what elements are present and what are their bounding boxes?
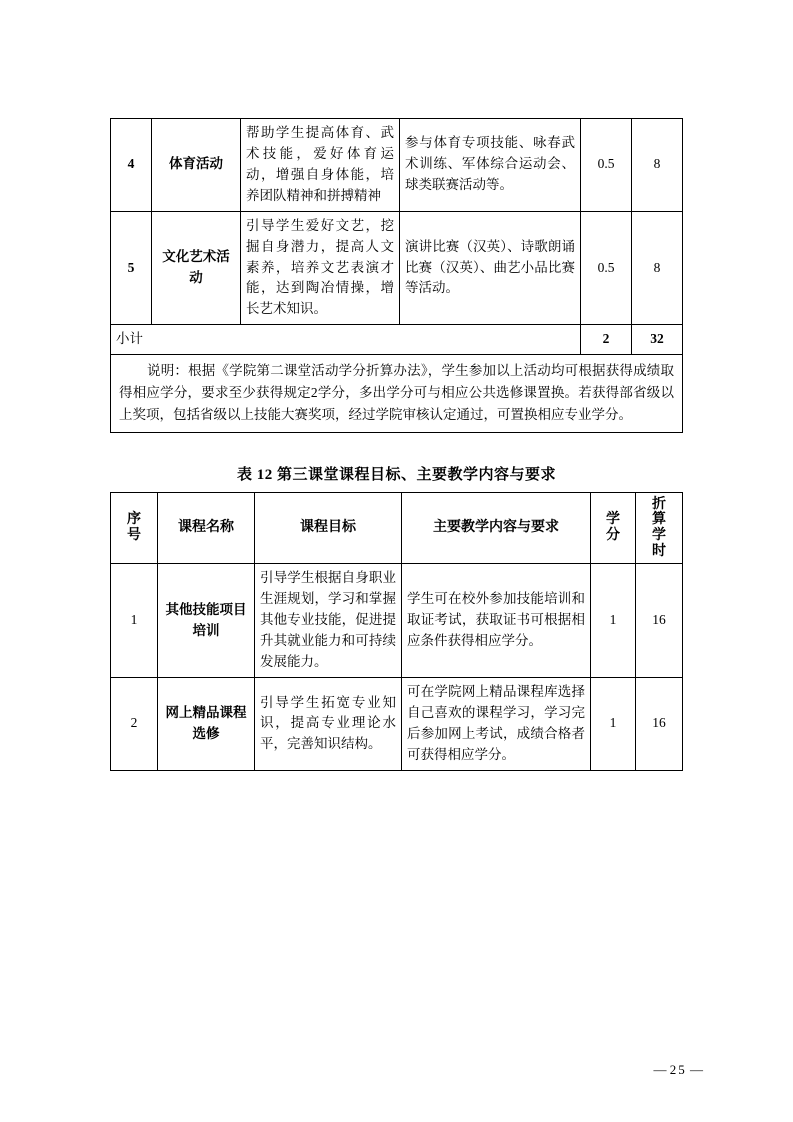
header-char: 学: [606, 512, 620, 528]
table-row: [111, 564, 683, 678]
course-credit: 1: [591, 564, 636, 678]
header-char: 折: [652, 496, 666, 512]
course-hours: 16: [636, 678, 683, 771]
third-classroom-table: [110, 492, 683, 771]
footer-dash-left: —: [653, 1062, 667, 1077]
subtotal-credit: 2: [581, 325, 632, 355]
table-row: [111, 678, 683, 771]
course-credit: 0.5: [581, 211, 632, 325]
footer-dash-right: —: [690, 1062, 703, 1077]
page-number: 25: [669, 1062, 687, 1077]
course-name: 体育活动: [152, 119, 241, 212]
page-footer: [0, 1062, 793, 1078]
table-note: [111, 355, 683, 433]
row-number: 4: [111, 119, 152, 212]
course-hours: 16: [636, 564, 683, 678]
column-header-credit: [591, 492, 636, 564]
subtotal-hours: 32: [632, 325, 683, 355]
subtotal-label: 小计: [111, 325, 581, 355]
header-char: 号: [127, 528, 141, 544]
column-header-hours: [636, 492, 683, 564]
row-number: 1: [111, 564, 158, 678]
column-header-content: 主要教学内容与要求: [402, 492, 591, 564]
row-number: 5: [111, 211, 152, 325]
header-char: 分: [606, 528, 620, 544]
course-name: 其他技能项目培训: [158, 564, 255, 678]
course-name: 网上精品课程选修: [158, 678, 255, 771]
table-row: [111, 211, 683, 325]
course-content: 学生可在校外参加技能培训和取证考试，获取证书可根据相应条件获得相应学分。: [402, 564, 591, 678]
course-content: 可在学院网上精品课程库选择自己喜欢的课程学习，学习完后参加网上考试，成绩合格者可获得相应学分。: [402, 678, 591, 771]
row-number: 2: [111, 678, 158, 771]
course-goal: 帮助学生提高体育、武术技能，爱好体育运动，增强自身体能，培养团队精神和拼搏精神: [241, 119, 400, 212]
table-caption: 表 12 第三课堂课程目标、主要教学内容与要求: [236, 466, 556, 483]
course-credit: 1: [591, 678, 636, 771]
subtotal-row: [111, 325, 683, 355]
course-goal: 引导学生爱好文艺，挖掘自身潜力，提高人文素养，培养文艺表演才能，达到陶冶情操，增长艺术知识。: [241, 211, 400, 325]
course-goal: 引导学生根据自身职业生涯规划，学习和掌握其他专业技能，促进提升其就业能力和可持续发展能力。: [255, 564, 402, 678]
course-credit: 0.5: [581, 119, 632, 212]
table-header-row: [111, 492, 683, 564]
column-header-number: [111, 492, 158, 564]
header-char: 序: [127, 512, 141, 528]
course-content: 参与体育专项技能、咏春武术训练、军体综合运动会、球类联赛活动等。: [400, 119, 581, 212]
course-goal: 引导学生拓宽专业知识，提高专业理论水平，完善知识结构。: [255, 678, 402, 771]
course-hours: 8: [632, 211, 683, 325]
column-header-name: 课程名称: [158, 492, 255, 564]
course-content: 演讲比赛（汉英）、诗歌朗诵比赛（汉英）、曲艺小品比赛等活动。: [400, 211, 581, 325]
column-header-goal: 课程目标: [255, 492, 402, 564]
table-note-text: 说明：根据《学院第二课堂活动学分折算办法》，学生参加以上活动均可根据获得成绩取得相应学分，要求至少获得规定2学分，多出学分可与相应公共选修课置换。若获得部省级以上奖项，包括省级以上技能大赛奖项，经过学院审核认定通过，可置换相应专业学分。: [119, 363, 674, 422]
header-char: 算: [652, 512, 666, 528]
course-name: 文化艺术活动: [152, 211, 241, 325]
table-row: [111, 119, 683, 212]
header-char: 时: [652, 543, 666, 559]
header-char: 学: [652, 528, 666, 544]
course-hours: 8: [632, 119, 683, 212]
second-classroom-table: [110, 118, 683, 433]
note-row: [111, 355, 683, 433]
